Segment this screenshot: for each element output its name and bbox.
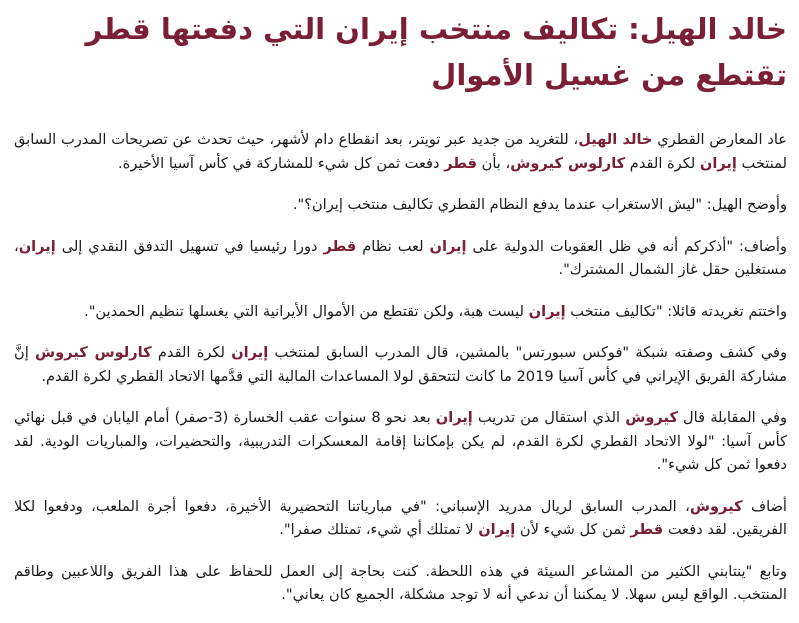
- article-paragraph-1: [14, 128, 787, 175]
- article-paragraph-5: [14, 341, 787, 388]
- article-paragraph-4: [14, 300, 787, 324]
- highlighted-term: كارلوس كيروش: [510, 154, 626, 172]
- text-segment: الذي استقال من تدريب: [472, 409, 626, 426]
- text-segment: لكرة القدم: [625, 154, 700, 172]
- highlighted-term: إيران: [231, 344, 269, 361]
- text-segment: ليست هبة، ولكن تقتطع من الأموال الأيرانية التي يغسلها تنظيم الحمدين".: [84, 302, 529, 320]
- text-segment: ثمن كل شيء لأن: [515, 521, 631, 538]
- text-segment: وفي المقابلة قال: [677, 409, 787, 426]
- text-segment: وأضاف: "أذكركم أنه في ظل العقوبات الدولية على: [466, 237, 787, 255]
- text-segment: واختتم تغريدته قائلا: "تكاليف منتخب: [565, 302, 787, 320]
- text-segment: ، مستغلين حقل غاز الشمال المشترك".: [14, 237, 787, 278]
- text-segment: بعد نحو 8 سنوات عقب الخسارة (3-صفر) أمام اليابان في قبل نهائي كأس آسيا: "لولا الاتحاد القطري لكرة القدم، لم يكن بإمكاننا إقامة المعسكرات التدريبية، والتحضيرات، والمباريات الودية. لقد دفعوا ثمن كل شيء".: [14, 409, 787, 473]
- text-segment: لعب نظام: [356, 237, 430, 255]
- text-segment: وفي كشف وصفته شبكة "فوكس سبورتس" بالمشين، قال المدرب السابق لمنتخب: [268, 344, 788, 361]
- text-segment: ، المدرب السابق لريال مدريد الإسباني: "في مبارياتنا التحضيرية الأخيرة، دفعوا أجرة الملعب، ودفعوا لكلا الفريقين. لقد دفعت: [14, 497, 787, 538]
- article-headline: خالد الهيل: تكاليف منتخب إيران التي دفعتها قطر تقتطع من غسيل الأموال: [85, 12, 787, 92]
- highlighted-term: إيران: [528, 302, 566, 320]
- highlighted-term: قطر: [323, 237, 357, 255]
- highlighted-term: إيران: [429, 237, 467, 255]
- article-paragraph-6: [14, 406, 787, 477]
- highlighted-term: إيران: [18, 237, 56, 255]
- highlighted-term: إيران: [478, 521, 516, 538]
- text-segment: عاد المعارض القطري: [652, 131, 787, 148]
- text-segment: وأوضح الهيل: "ليش الاستغراب عندما يدفع النظام القطري تكاليف منتخب إيران؟".: [292, 196, 787, 213]
- article-paragraph-3: [14, 235, 787, 282]
- text-segment: وتابع "ينتابني الكثير من المشاعر السيئة في هذه اللحظة. كنت بحاجة إلى العمل للحفاظ على هذا الفريق واللاعبين وطاقم المنتخب. الواقع ليس سهلا. لا يمكننا أن ندعي أنه لا توجد مشكلة، الجميع كان يعاني".: [14, 562, 787, 603]
- highlighted-term: كيروش: [625, 409, 678, 426]
- article-paragraph-7: [14, 495, 787, 542]
- highlighted-term: قطر: [444, 154, 477, 172]
- highlighted-term: كيروش: [689, 497, 743, 515]
- article-body: [14, 128, 787, 607]
- highlighted-term: إيران: [435, 409, 473, 426]
- highlighted-term: إيران: [699, 154, 737, 172]
- highlighted-term: كارلوس كيروش: [35, 344, 152, 361]
- text-segment: لكرة القدم: [151, 344, 232, 361]
- text-segment: إنَّ مشاركة الفريق الإيراني في كأس آسيا 2019 ما كانت لتتحقق لولا المساعدات المالية التي قدَّمها الاتحاد القطري لكرة القدم.: [14, 344, 787, 385]
- text-segment: لا تمتلك أي شيء، تمتلك صفرا".: [279, 521, 479, 538]
- highlighted-term: قطر: [630, 521, 664, 538]
- text-segment: دفعت ثمن كل شيء للمشاركة في كأس آسيا الأخيرة.: [118, 154, 445, 172]
- text-segment: أضاف: [742, 497, 787, 515]
- text-segment: ، للتغريد من جديد عبر تويتر، بعد انقطاع دام لأشهر، حيث تحدث عن تصريحات المدرب السابق لمنتخب: [14, 131, 787, 172]
- article-paragraph-8: [14, 560, 787, 607]
- text-segment: دورا رئيسيا في تسهيل التدفق النقدي إلى: [55, 237, 324, 255]
- article-paragraph-2: [14, 193, 787, 217]
- highlighted-term: خالد الهيل: [578, 131, 653, 148]
- text-segment: ، بأن: [477, 154, 511, 172]
